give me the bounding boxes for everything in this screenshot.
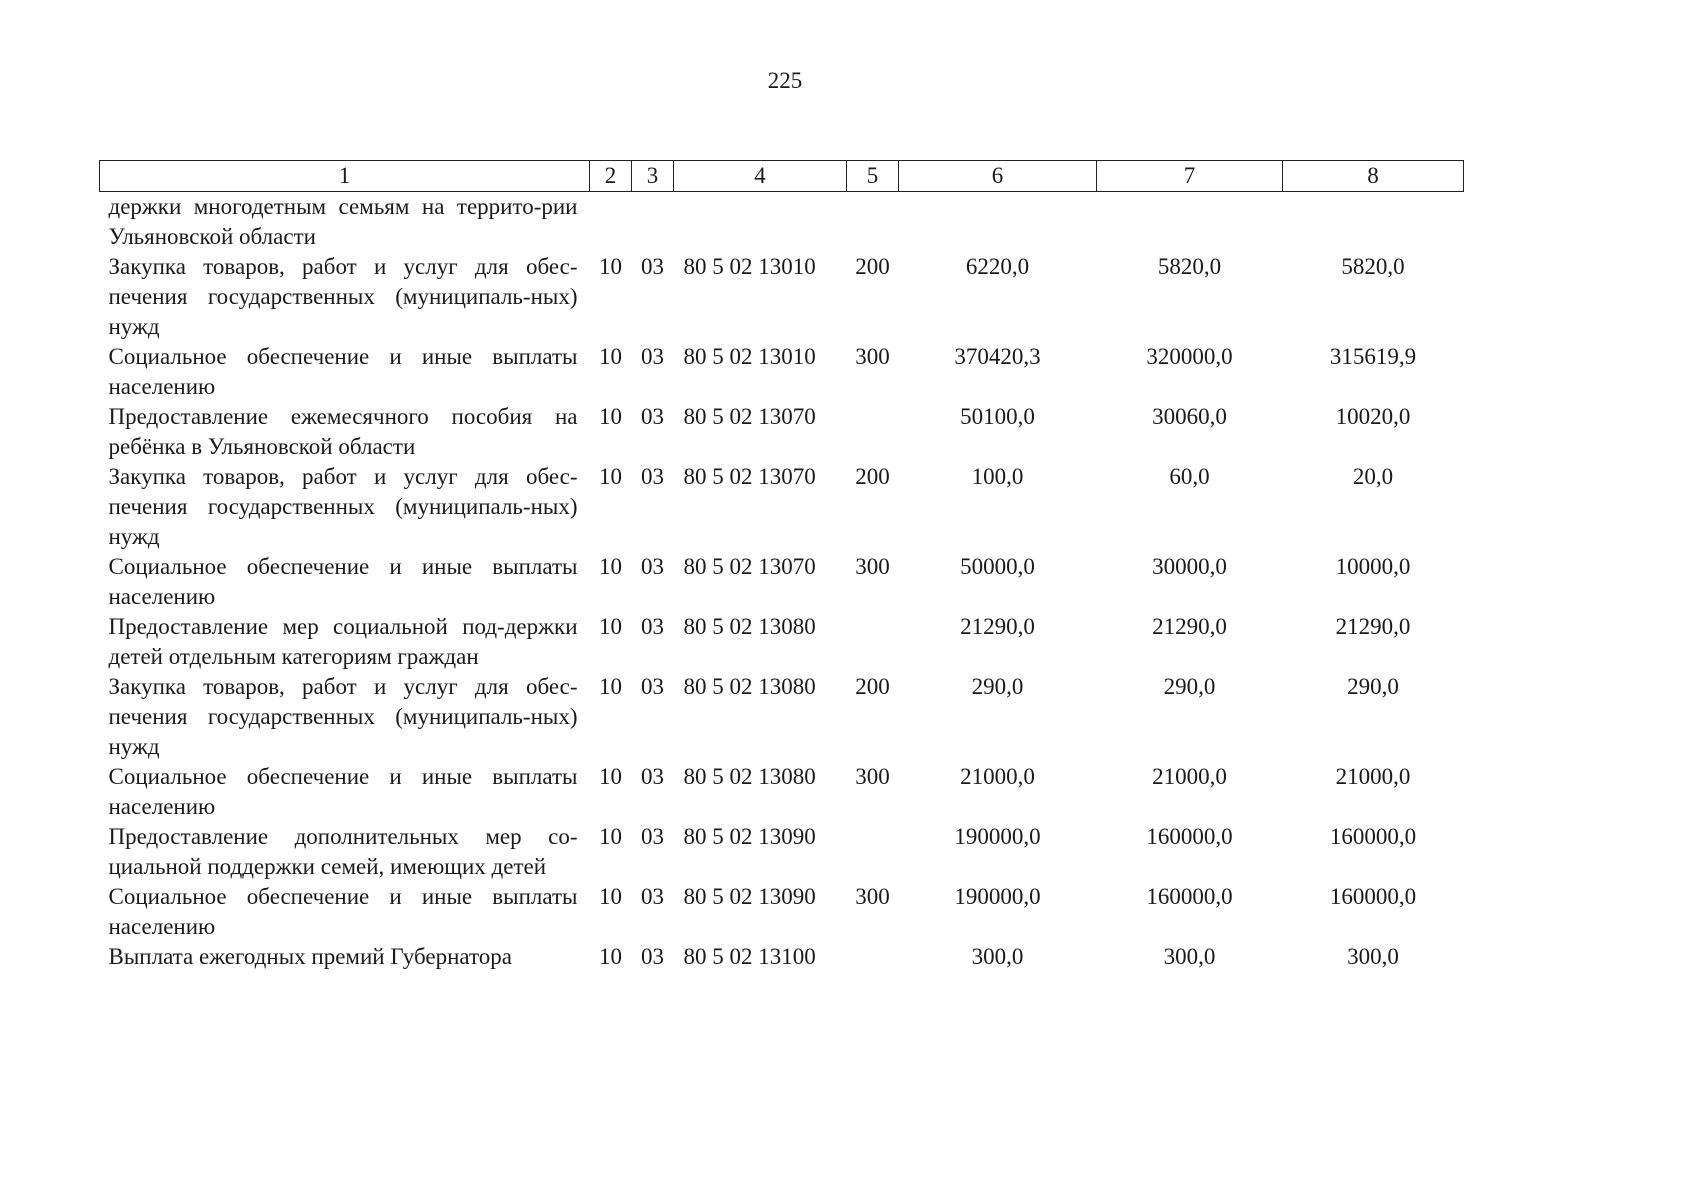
row-amount-6 — [899, 192, 1097, 253]
row-amount-6: 50100,0 — [960, 404, 1035, 429]
row-subsection: 03 — [641, 344, 664, 369]
row-expense-type: 300 — [855, 344, 890, 369]
table-header — [100, 161, 1464, 192]
row-amount-7: 60,0 — [1169, 464, 1210, 489]
table-row — [100, 192, 1464, 253]
row-name: Закупка товаров, работ и услуг для обес-печения государственных (муниципаль-ных) нужд — [108, 674, 578, 759]
row-amount-7: 320000,0 — [1146, 344, 1233, 369]
row-amount-7: 300,0 — [1163, 944, 1216, 969]
row-target-code — [674, 192, 847, 253]
row-name: Закупка товаров, работ и услуг для обес-печения государственных (муниципаль-ных) нужд — [108, 254, 578, 339]
row-amount-7: 30060,0 — [1152, 404, 1227, 429]
row-amount-8: 10000,0 — [1335, 554, 1411, 579]
row-subsection: 03 — [641, 944, 664, 969]
row-subsection: 03 — [641, 464, 664, 489]
row-expense-type — [847, 612, 899, 672]
budget-table — [99, 160, 1464, 972]
row-amount-6: 300,0 — [971, 944, 1024, 969]
header-col-1: 1 — [100, 161, 590, 192]
row-amount-8: 300,0 — [1347, 944, 1399, 969]
row-target-code: 80 5 02 13080 — [683, 764, 816, 789]
row-section: 10 — [599, 824, 622, 849]
header-col-7: 7 — [1097, 161, 1283, 192]
row-name: Закупка товаров, работ и услуг для обес-печения государственных (муниципаль-ных) нужд — [108, 464, 578, 549]
row-name: Выплата ежегодных премий Губернатора — [108, 944, 512, 969]
row-section: 10 — [599, 614, 622, 639]
row-amount-7: 290,0 — [1163, 674, 1216, 699]
row-section: 10 — [599, 674, 622, 699]
row-amount-6: 190000,0 — [954, 884, 1041, 909]
row-expense-type — [847, 192, 899, 253]
row-subsection: 03 — [641, 884, 664, 909]
row-expense-type: 300 — [855, 884, 890, 909]
row-expense-type — [847, 942, 899, 972]
row-amount-6: 21290,0 — [960, 614, 1035, 639]
row-target-code: 80 5 02 13010 — [683, 254, 816, 279]
row-amount-8: 160000,0 — [1329, 824, 1417, 849]
row-amount-8: 20,0 — [1352, 464, 1394, 489]
row-target-code: 80 5 02 13010 — [683, 344, 816, 369]
row-amount-8: 10020,0 — [1335, 404, 1411, 429]
row-target-code: 80 5 02 13080 — [683, 674, 816, 699]
table-row — [100, 402, 1464, 462]
row-expense-type: 200 — [855, 254, 890, 279]
header-row — [100, 161, 1464, 192]
table-row — [100, 822, 1464, 882]
row-name: Социальное обеспечение и иные выплаты населению — [108, 764, 578, 819]
row-subsection: 03 — [641, 824, 664, 849]
row-section — [590, 192, 632, 253]
table-row — [100, 942, 1464, 972]
row-subsection: 03 — [641, 614, 664, 639]
row-amount-7 — [1097, 192, 1283, 253]
row-name: Предоставление мер социальной под-держки детей отдельным категориям граждан — [108, 614, 578, 669]
header-col-2: 2 — [590, 161, 632, 192]
row-expense-type: 300 — [855, 554, 890, 579]
row-amount-8: 5820,0 — [1341, 254, 1405, 279]
table-row — [100, 342, 1464, 402]
table-row — [100, 882, 1464, 942]
table-row — [100, 462, 1464, 552]
row-amount-7: 160000,0 — [1146, 884, 1233, 909]
row-target-code: 80 5 02 13070 — [683, 464, 816, 489]
row-amount-6: 100,0 — [971, 464, 1024, 489]
row-amount-7: 5820,0 — [1157, 254, 1222, 279]
row-amount-8: 315619,9 — [1329, 344, 1417, 369]
row-name: Социальное обеспечение и иные выплаты населению — [108, 884, 578, 939]
row-amount-6: 190000,0 — [954, 824, 1041, 849]
row-section: 10 — [599, 554, 622, 579]
row-subsection: 03 — [641, 404, 664, 429]
row-expense-type: 200 — [855, 464, 890, 489]
table-row — [100, 252, 1464, 342]
row-amount-8: 21290,0 — [1335, 614, 1411, 639]
row-section: 10 — [599, 254, 622, 279]
row-amount-6: 50000,0 — [960, 554, 1035, 579]
table-body — [100, 192, 1464, 973]
row-section: 10 — [599, 764, 622, 789]
row-target-code: 80 5 02 13090 — [683, 884, 816, 909]
row-target-code: 80 5 02 13070 — [683, 554, 816, 579]
row-amount-7: 21000,0 — [1152, 764, 1227, 789]
row-subsection: 03 — [641, 554, 664, 579]
row-name: держки многодетным семьям на террито-рии Ульяновской области — [108, 194, 578, 249]
row-target-code: 80 5 02 13070 — [683, 404, 816, 429]
table-row — [100, 552, 1464, 612]
row-target-code: 80 5 02 13090 — [683, 824, 816, 849]
row-expense-type — [847, 822, 899, 882]
header-col-6: 6 — [899, 161, 1097, 192]
row-amount-7: 21290,0 — [1152, 614, 1227, 639]
row-expense-type: 200 — [855, 674, 890, 699]
table-row — [100, 672, 1464, 762]
row-amount-7: 160000,0 — [1146, 824, 1233, 849]
row-amount-6: 290,0 — [971, 674, 1024, 699]
row-section: 10 — [599, 884, 622, 909]
row-expense-type — [847, 402, 899, 462]
row-amount-6: 21000,0 — [960, 764, 1035, 789]
table-row — [100, 612, 1464, 672]
row-subsection: 03 — [641, 764, 664, 789]
row-amount-8: 160000,0 — [1329, 884, 1417, 909]
row-amount-6: 370420,3 — [954, 344, 1041, 369]
row-section: 10 — [599, 344, 622, 369]
row-target-code: 80 5 02 13100 — [683, 944, 816, 969]
page-number: 225 — [767, 68, 803, 93]
row-amount-8: 290,0 — [1347, 674, 1399, 699]
row-section: 10 — [599, 404, 622, 429]
row-subsection: 03 — [641, 254, 664, 279]
header-col-5: 5 — [847, 161, 899, 192]
row-section: 10 — [599, 944, 622, 969]
header-col-8: 8 — [1283, 161, 1464, 192]
row-subsection — [632, 192, 674, 253]
row-amount-8 — [1283, 192, 1464, 253]
row-target-code: 80 5 02 13080 — [683, 614, 816, 639]
header-col-3: 3 — [632, 161, 674, 192]
row-section: 10 — [599, 464, 622, 489]
table-row — [100, 762, 1464, 822]
row-name: Социальное обеспечение и иные выплаты населению — [108, 554, 578, 609]
row-name: Социальное обеспечение и иные выплаты населению — [108, 344, 578, 399]
row-amount-7: 30000,0 — [1152, 554, 1227, 579]
header-col-4: 4 — [674, 161, 847, 192]
row-name: Предоставление ежемесячного пособия на ребёнка в Ульяновской области — [108, 404, 578, 459]
row-amount-8: 21000,0 — [1335, 764, 1411, 789]
row-amount-6: 6220,0 — [965, 254, 1030, 279]
row-name: Предоставление дополнительных мер со-циальной поддержки семей, имеющих детей — [108, 824, 578, 879]
row-subsection: 03 — [641, 674, 664, 699]
row-expense-type: 300 — [855, 764, 890, 789]
